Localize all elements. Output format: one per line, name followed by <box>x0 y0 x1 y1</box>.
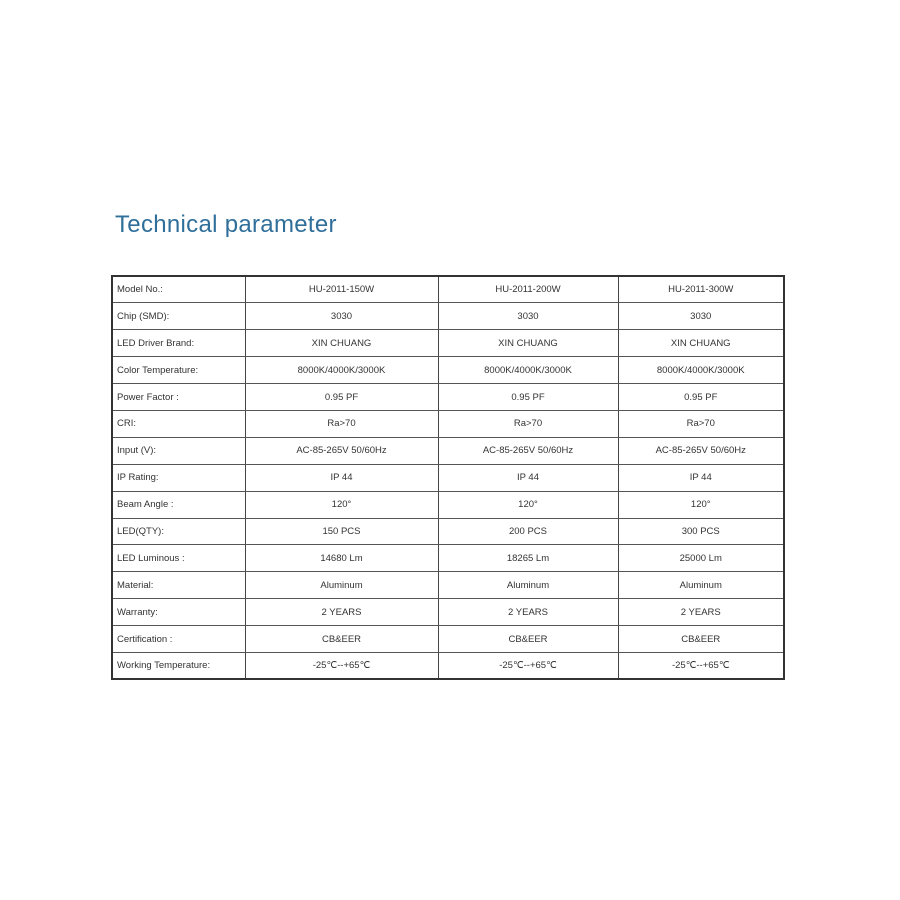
row-value: 200 PCS <box>438 518 618 545</box>
table-row <box>112 572 784 599</box>
row-value: HU-2011-150W <box>245 276 438 303</box>
row-label: Working Temperature: <box>112 652 245 679</box>
row-label: IP Rating: <box>112 464 245 491</box>
row-value: 120° <box>438 491 618 518</box>
row-value: Ra>70 <box>618 410 784 437</box>
table-row <box>112 303 784 330</box>
row-value: 8000K/4000K/3000K <box>245 357 438 384</box>
row-value: 150 PCS <box>245 518 438 545</box>
technical-parameter-table <box>111 275 785 680</box>
table-row <box>112 330 784 357</box>
row-value: XIN CHUANG <box>618 330 784 357</box>
row-value: Ra>70 <box>438 410 618 437</box>
table-row <box>112 626 784 653</box>
table-row <box>112 518 784 545</box>
row-label: Material: <box>112 572 245 599</box>
row-value: AC-85-265V 50/60Hz <box>438 437 618 464</box>
row-value: 14680 Lm <box>245 545 438 572</box>
row-value: 25000 Lm <box>618 545 784 572</box>
row-value: 8000K/4000K/3000K <box>438 357 618 384</box>
row-value: XIN CHUANG <box>438 330 618 357</box>
table-body <box>112 276 784 679</box>
row-label: Color Temperature: <box>112 357 245 384</box>
row-value: -25℃--+65℃ <box>618 652 784 679</box>
row-label: LED(QTY): <box>112 518 245 545</box>
table-row <box>112 384 784 411</box>
row-value: Aluminum <box>245 572 438 599</box>
row-label: LED Luminous : <box>112 545 245 572</box>
row-value: 120° <box>618 491 784 518</box>
table-row <box>112 410 784 437</box>
table-row <box>112 437 784 464</box>
row-value: HU-2011-200W <box>438 276 618 303</box>
row-value: -25℃--+65℃ <box>245 652 438 679</box>
table-row <box>112 491 784 518</box>
row-value: 18265 Lm <box>438 545 618 572</box>
table-row <box>112 276 784 303</box>
row-value: 300 PCS <box>618 518 784 545</box>
table-row <box>112 545 784 572</box>
row-value: Aluminum <box>438 572 618 599</box>
row-label: Power Factor : <box>112 384 245 411</box>
row-label: Certification : <box>112 626 245 653</box>
row-value: 0.95 PF <box>245 384 438 411</box>
row-value: AC-85-265V 50/60Hz <box>245 437 438 464</box>
row-value: IP 44 <box>618 464 784 491</box>
row-value: 120° <box>245 491 438 518</box>
row-label: LED Driver Brand: <box>112 330 245 357</box>
table-row <box>112 464 784 491</box>
row-value: 8000K/4000K/3000K <box>618 357 784 384</box>
row-value: 0.95 PF <box>438 384 618 411</box>
table-row <box>112 652 784 679</box>
row-value: 2 YEARS <box>618 599 784 626</box>
row-value: IP 44 <box>245 464 438 491</box>
row-label: Model No.: <box>112 276 245 303</box>
row-value: Ra>70 <box>245 410 438 437</box>
row-value: IP 44 <box>438 464 618 491</box>
table-row <box>112 599 784 626</box>
row-value: -25℃--+65℃ <box>438 652 618 679</box>
row-value: CB&EER <box>438 626 618 653</box>
row-value: AC-85-265V 50/60Hz <box>618 437 784 464</box>
row-label: CRI: <box>112 410 245 437</box>
row-value: HU-2011-300W <box>618 276 784 303</box>
page-title: Technical parameter <box>115 211 337 238</box>
row-value: 3030 <box>438 303 618 330</box>
row-value: 3030 <box>618 303 784 330</box>
row-value: Aluminum <box>618 572 784 599</box>
row-value: CB&EER <box>618 626 784 653</box>
row-label: Input (V): <box>112 437 245 464</box>
row-value: CB&EER <box>245 626 438 653</box>
row-value: 2 YEARS <box>438 599 618 626</box>
row-value: 2 YEARS <box>245 599 438 626</box>
row-value: 0.95 PF <box>618 384 784 411</box>
row-label: Beam Angle : <box>112 491 245 518</box>
row-label: Chip (SMD): <box>112 303 245 330</box>
table-row <box>112 357 784 384</box>
row-value: XIN CHUANG <box>245 330 438 357</box>
row-label: Warranty: <box>112 599 245 626</box>
row-value: 3030 <box>245 303 438 330</box>
